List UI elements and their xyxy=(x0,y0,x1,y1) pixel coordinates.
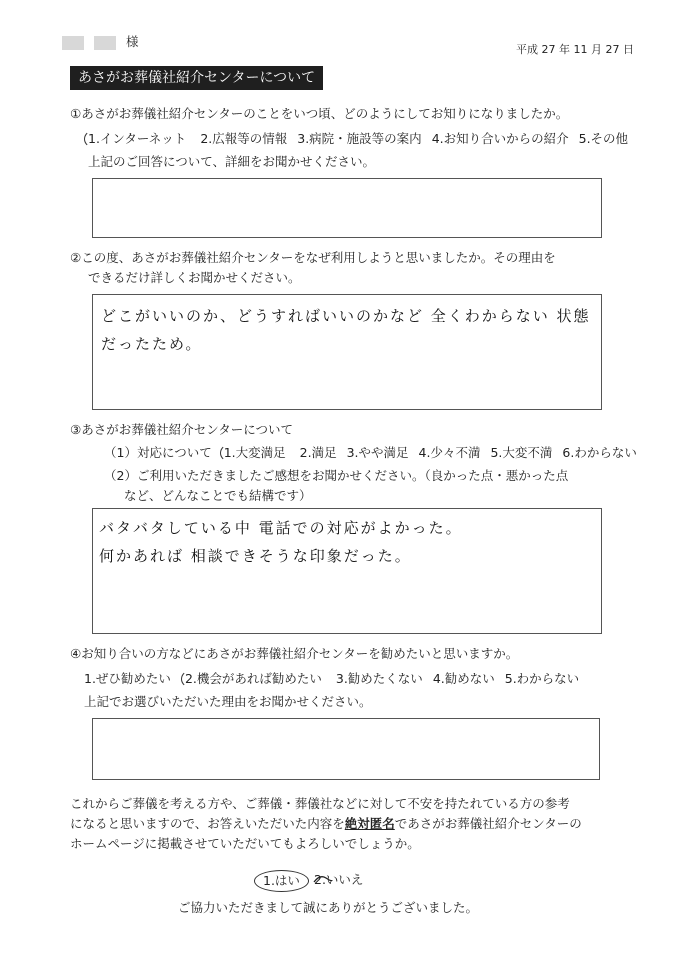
consent-no-wrapper xyxy=(314,872,363,888)
q3-answer-line2: 何かあれば 相談できそうな印象だった。 xyxy=(99,547,412,565)
q4-question: ④お知り合いの方などにあさがお葬儀社紹介センターを勧めたいと思いますか。 xyxy=(70,646,519,661)
q1-question: ①あさがお葬儀社紹介センターのことをいつ頃、どのようにしてお知りになりましたか。 xyxy=(70,106,569,121)
q3-sub1-option-1[interactable]: 1.大変満足 xyxy=(220,444,290,462)
q4-option-4[interactable]: 4.勧めない xyxy=(432,671,495,686)
q1-options xyxy=(84,130,638,148)
q4-answer-box[interactable] xyxy=(92,718,600,780)
consent-line2-after: であさがお葬儀社紹介センターの xyxy=(394,816,582,831)
q3-sub1-option-5[interactable]: 5.大変不満 xyxy=(490,445,553,460)
q4-options xyxy=(84,670,589,688)
q4-option-2[interactable]: 2.機会があれば勧めたい xyxy=(181,670,326,688)
section-title: あさがお葬儀社紹介センターについて xyxy=(70,66,323,90)
q3-sub1-options xyxy=(220,445,647,460)
q2-answer-box[interactable] xyxy=(92,294,602,410)
consent-yes-option[interactable] xyxy=(254,870,309,892)
form-date: 平成 27 年 11 月 27 日 xyxy=(516,43,634,56)
q1-answer-box[interactable] xyxy=(92,178,602,238)
q1-option-4[interactable]: 4.お知り合いからの紹介 xyxy=(431,131,569,146)
q3-sub1-option-3[interactable]: 3.やや満足 xyxy=(346,445,409,460)
q2-question-line1: ②この度、あさがお葬儀社紹介センターをなぜ利用しようと思いましたか。その理由を xyxy=(70,250,556,265)
q1-option-5[interactable]: 5.その他 xyxy=(578,131,629,146)
q1-prompt: 上記のご回答について、詳細をお聞かせください。 xyxy=(88,154,376,169)
consent-yes-label: 1.はい xyxy=(263,873,300,888)
scribble-mark-icon xyxy=(312,872,334,888)
q3-question: ③あさがお葬儀社紹介センターについて xyxy=(70,422,293,437)
q1-answer-text xyxy=(93,179,601,191)
q3-sub2-line1: （2）ご利用いただきましたご感想をお聞かせください。（良かった点・悪かった点 xyxy=(104,468,569,483)
q4-answer-text xyxy=(93,719,599,731)
q3-answer-line1: バタバタしている中 電話での対応がよかった。 xyxy=(99,519,463,537)
redacted-surname xyxy=(62,36,84,50)
redacted-given-name xyxy=(94,36,116,50)
q4-option-3[interactable]: 3.勧めたくない xyxy=(335,671,423,686)
footer-thanks: ご協力いただきまして誠にありがとうございました。 xyxy=(178,900,479,915)
consent-no-label: 2.いいえ xyxy=(314,872,364,887)
consent-line2-before: になると思いますので、お答えいただいた内容を xyxy=(70,816,345,831)
consent-line1: これからご葬儀を考える方や、ご葬儀・葬儀社などに対して不安を持たれている方の参考 xyxy=(70,796,570,811)
recipient-suffix: 様 xyxy=(126,34,139,49)
consent-line2 xyxy=(70,816,582,832)
consent-anonymous-emphasis: 絶対匿名 xyxy=(344,816,395,831)
q3-sub1-option-6[interactable]: 6.わからない xyxy=(562,445,637,460)
q1-option-2[interactable]: 2.広報等の情報 xyxy=(200,131,288,146)
q3-answer-box[interactable] xyxy=(92,508,602,634)
q2-answer-line1: どこがいいのか、どうすればいいのかなど 全くわからない 状態 xyxy=(101,307,591,325)
recipient-name xyxy=(62,34,139,50)
q2-answer-line2: だったため。 xyxy=(101,335,203,353)
consent-no-option[interactable] xyxy=(314,872,363,888)
q1-option-1[interactable]: 1.インターネット xyxy=(84,130,190,148)
q4-option-1[interactable]: 1.ぜひ勧めたい xyxy=(84,671,171,686)
q3-sub1-row xyxy=(104,444,647,462)
q4-option-5[interactable]: 5.わからない xyxy=(504,671,580,686)
q3-sub1-option-2[interactable]: 2.満足 xyxy=(299,445,337,460)
consent-yes-circle xyxy=(254,870,309,892)
q4-prompt: 上記でお選びいただいた理由をお聞かせください。 xyxy=(84,694,372,709)
q3-sub2-line2: など、どんなことでも結構です） xyxy=(124,488,312,503)
q3-sub1-label: （1）対応について xyxy=(104,445,212,460)
q1-option-3[interactable]: 3.病院・施設等の案内 xyxy=(297,131,422,146)
q2-question-line2: できるだけ詳しくお聞かせください。 xyxy=(88,270,301,285)
consent-line3: ホームページに掲載させていただいてもよろしいでしょうか。 xyxy=(70,836,420,851)
q3-sub1-option-4[interactable]: 4.少々不満 xyxy=(418,445,481,460)
